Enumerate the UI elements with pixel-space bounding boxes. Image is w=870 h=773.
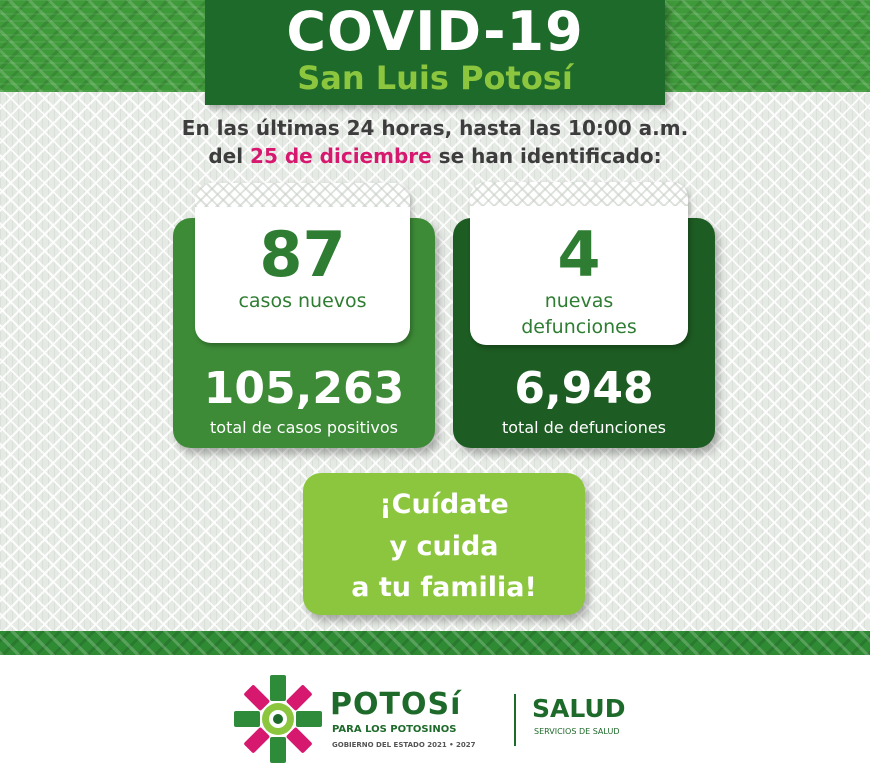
title-block (205, 0, 665, 105)
intro-line-2 (110, 142, 760, 170)
bottom-pattern-band (0, 631, 870, 655)
new-deaths-label-2: defunciones (521, 316, 637, 338)
potosi-wordmark: POTOSí (330, 687, 462, 722)
message-line-1: ¡Cuídate (379, 489, 509, 520)
salud-tagline: SERVICIOS DE SALUD (534, 727, 620, 736)
total-cases-label: total de casos positivos (210, 418, 398, 437)
potosi-logo-icon (232, 673, 324, 765)
new-cases-value: 87 (259, 218, 346, 291)
total-deaths-label: total de defunciones (501, 418, 667, 437)
page-subtitle: San Luis Potosí (297, 59, 573, 97)
total-cases-value: 105,263 (203, 363, 405, 414)
logo-divider (514, 694, 516, 746)
new-deaths-value: 4 (557, 218, 601, 291)
gobierno-label: GOBIERNO DEL ESTADO 2021 • 2027 (332, 741, 476, 749)
intro-prefix: del (208, 144, 251, 168)
message-line-3: a tu familia! (351, 572, 537, 603)
intro-line-1: En las últimas 24 horas, hasta las 10:00 a.m. (181, 116, 689, 140)
panel-pattern (195, 183, 410, 207)
total-deaths-value: 6,948 (514, 363, 654, 414)
message-line-2: y cuida (389, 531, 499, 562)
intro-suffix: se han identificado: (431, 144, 662, 168)
new-cases-label: casos nuevos (238, 290, 367, 312)
new-deaths-label-1: nuevas (544, 290, 614, 312)
salud-wordmark: SALUD (532, 694, 626, 723)
panel-pattern (470, 182, 688, 206)
intro-date: 25 de diciembre (250, 144, 432, 168)
potosi-tagline: PARA LOS POTOSINOS (332, 724, 457, 735)
page-title: COVID-19 (286, 0, 584, 63)
